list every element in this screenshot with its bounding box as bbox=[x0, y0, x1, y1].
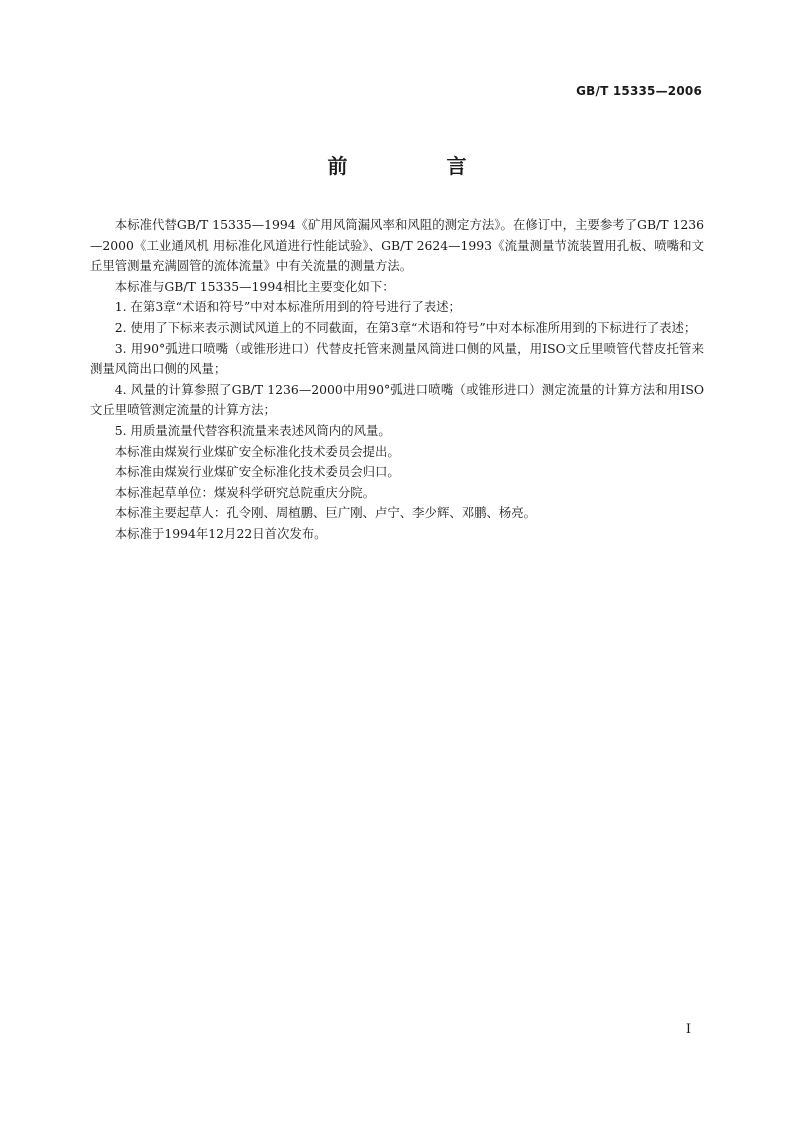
paragraph-change-4: 4. 风量的计算参照了GB/T 1236—2000中用90°弧进口喷嘴（或锥形进口）测定流量的计算方法和用ISO文丘里喷管测定流量的计算方法； bbox=[90, 381, 704, 418]
paragraph-administered-by: 本标准由煤炭行业煤矿安全标准化技术委员会归口。 bbox=[114, 464, 400, 480]
paragraph-change-1: 1. 在第3章“术语和符号”中对本标准所用到的符号进行了表述； bbox=[114, 299, 461, 315]
paragraph-change-3: 3. 用90°弧进口喷嘴（或锥形进口）代替皮托管来测量风筒进口侧的风量，用ISO文丘里喷管代替皮托管来测量风筒出口侧的风量； bbox=[90, 340, 704, 377]
page-title: 前 言 bbox=[327, 154, 513, 178]
paragraph-drafters: 本标准主要起草人：孔令刚、周植鹏、巨广刚、卢宁、李少辉、邓鹏、杨亮。 bbox=[114, 505, 537, 521]
paragraph-changes-intro: 本标准与GB/T 15335—1994相比主要变化如下： bbox=[114, 278, 395, 294]
paragraph-replacement: 本标准代替GB/T 15335—1994《矿用风筒漏风率和风阻的测定方法》。在修订中，主要参考了GB/T 1236—2000《工业通风机 用标准化风道进行性能试验》、GB/T 2624—1993《流量测量节流装置用孔板、喷嘴和文丘里管测量充满圆管的流体流量》中有关流量的测量方法。 bbox=[90, 217, 704, 274]
page-number: I bbox=[685, 1022, 691, 1037]
paragraph-change-2: 2. 使用了下标来表示测试风道上的不同截面，在第3章“术语和符号”中对本标准所用到的下标进行了表述； bbox=[114, 319, 697, 335]
foreword-body bbox=[90, 215, 704, 545]
paragraph-drafting-unit: 本标准起草单位：煤炭科学研究总院重庆分院。 bbox=[114, 484, 375, 500]
paragraph-change-5: 5. 用质量流量代替容积流量来表述风筒内的风量。 bbox=[114, 422, 391, 438]
paragraph-first-issue: 本标准于1994年12月22日首次发布。 bbox=[114, 525, 327, 541]
document-code: GB/T 15335—2006 bbox=[576, 84, 702, 98]
paragraph-proposed-by: 本标准由煤炭行业煤矿安全标准化技术委员会提出。 bbox=[114, 443, 400, 459]
